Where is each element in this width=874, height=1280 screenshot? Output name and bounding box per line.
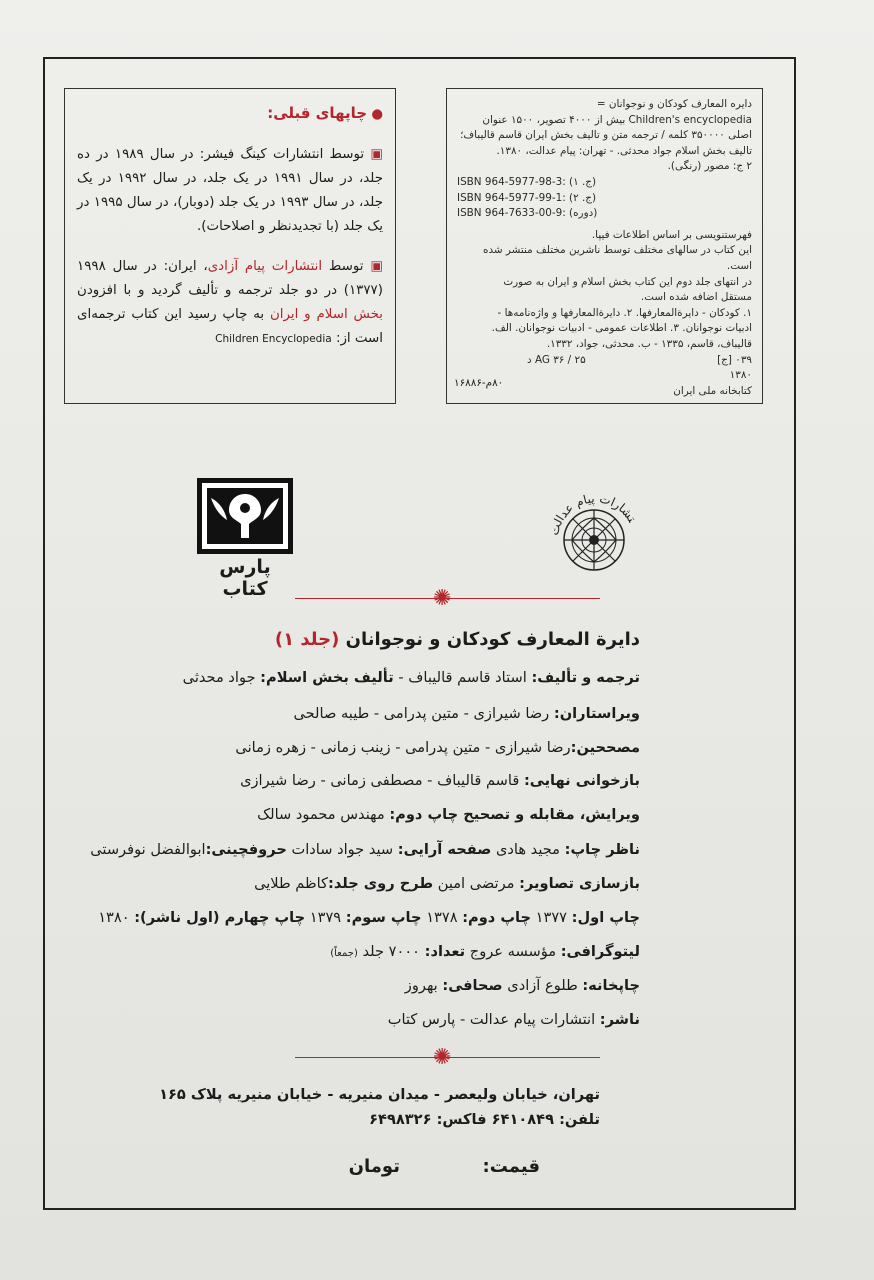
cip-line: دایره المعارف کودکان و نوجوانان = (596, 98, 752, 110)
price-unit: تومان (348, 1156, 400, 1177)
congress-number: AG ۳۶ / ۲۵ د (527, 353, 586, 366)
credit-line: لیتوگرافی: مؤسسه عروج تعداد: ۷۰۰۰ جلد (جمعاً) (330, 943, 640, 960)
credit-line: ناظر چاپ: مجید هادی صفحه آرایی: سید جواد سادات حروفچینی:ابوالفضل نوفرستی (90, 841, 640, 858)
isbn-volume: (ج. ۱) (569, 175, 597, 188)
credit-line: بازخوانی نهایی: قاسم قالیباف - مصطفی زمانی - رضا شیرازی (240, 772, 640, 789)
edition-kingfisher: ▣ توسط انتشارات کینگ فیشر: در سال ۱۹۸۹ در ده جلد، در سال ۱۹۹۱ در یک جلد، در سال ۱۹۹۲ در یک جلد، در سال ۱۹۹۳ در یک جلد (دوبار)، در سال ۱۹۹۵ در یک جلد (با تجدیدنظر و اصلاحات). (77, 147, 384, 234)
payam-edalat-name: تشارات پیام عدالت (546, 491, 640, 537)
payam-edalat-logo (544, 478, 644, 578)
cip-note: این کتاب در سالهای مختلف توسط ناشرین مختلف منتشر شده (483, 244, 752, 257)
cip-note: فهرستنویسی بر اساس اطلاعات فیپا. (591, 228, 752, 241)
ornament-divider (295, 586, 600, 611)
cip-note: ادبیات نوجوانان. ۳. اطلاعات عمومی - ادبیات نوجوانان. الف. (491, 322, 752, 335)
credit-line: چاپ اول: ۱۳۷۷ چاپ دوم: ۱۳۷۸ چاپ سوم: ۱۳۷۹ چاپ چهارم (اول ناشر): ۱۳۸۰ (98, 909, 640, 926)
cip-number: ۸۰م-۱۶۸۸۶ (454, 377, 504, 389)
cip-line: ۲ ج: مصور (رنگی). (667, 160, 752, 173)
star-ornament-icon: ✺ (433, 586, 452, 611)
cip-classification (457, 353, 752, 369)
dewey-number: ۰۳۹ [ج] (717, 353, 752, 366)
isbn-row (457, 175, 752, 191)
star-ornament-icon: ✺ (433, 1045, 452, 1070)
sections-highlight: بخش اسلام و ایران (269, 307, 384, 322)
cip-line: اصلی ۳۵۰۰۰۰ کلمه / ترجمه متن و تالیف بخش ایران قاسم قالیباف؛ (460, 129, 752, 142)
credit-line: ویرایش، مقابله و تصحیح چاپ دوم: مهندس محمود سالک (257, 806, 640, 823)
english-title: Children Encyclopedia (215, 333, 332, 345)
cip-line: Children's encyclopedia بیش از ۴۰۰۰ تصویر، ۱۵۰۰ عنوان (482, 113, 752, 126)
price-label: قیمت: (482, 1156, 540, 1177)
bird-emblem-icon (197, 478, 293, 554)
cip-note: در انتهای جلد دوم این کتاب بخش اسلام و ایران به صورت (503, 275, 752, 288)
cip-year: ۱۳۸۰ (729, 369, 752, 382)
isbn-volume: (ج. ۲) (569, 191, 597, 204)
edition-payam-azadi: ▣ توسط انتشارات پیام آزادی، ایران: در سال ۱۹۹۸ (۱۳۷۷) در دو جلد ترجمه و تألیف گردید و با افزودن بخش اسلام و ایران به چاپ رسید این کتاب ترجمه‌ای است از: Children Encyclopedia (77, 259, 384, 346)
isbn-code: ISBN 964-5977-98-3: (457, 175, 566, 188)
pars-ketab-logo (197, 478, 293, 600)
previous-editions-box (64, 88, 396, 404)
isbn-row (457, 191, 752, 207)
publisher-highlight: انتشارات پیام آزادی (207, 259, 323, 274)
cip-catalog-box (446, 88, 763, 404)
pars-ketab-name: پارس کتاب (219, 556, 271, 600)
publisher-phone: تلفن: ۶۴۱۰۸۴۹ فاکس: ۶۴۹۸۳۲۶ (369, 1111, 600, 1128)
ornament-divider (295, 1045, 600, 1070)
cip-note: مستقل اضافه شده است. (640, 291, 752, 304)
credit-line: بازسازی تصاویر: مرتضی امین طرح روی جلد:کاظم طلایی (254, 875, 640, 892)
bullet-icon: ● (371, 107, 383, 122)
volume-label: (جلد ۱) (274, 629, 340, 650)
book-title: دایرة المعارف کودکان و نوجوانان (جلد ۱) (274, 629, 640, 650)
isbn-code: ISBN 964-7633-00-9: (457, 207, 566, 220)
square-bullet-icon: ▣ (370, 147, 383, 162)
rosette-icon (564, 510, 624, 570)
cip-note: است. (726, 259, 752, 272)
isbn-code: ISBN 964-5977-99-1: (457, 191, 566, 204)
cip-line: تالیف بخش اسلام جواد محدثی. - تهران: پیام عدالت، ۱۳۸۰. (496, 144, 752, 157)
previous-editions-heading: ● چاپهای قبلی: (267, 104, 383, 122)
cip-note: ۱. کودکان - دایرةالمعارفها. ۲. دایرةالمعارفها و واژه‌نامه‌ها - (497, 306, 752, 319)
library-name: کتابخانه ملی ایران (673, 384, 752, 397)
credit-line: چاپخانه: طلوع آزادی صحافی: بهروز (404, 977, 640, 994)
cip-note: قالیباف، قاسم، ۱۳۳۵ - ب. محدثی، جواد، ۱۳۳۲. (546, 337, 752, 350)
square-bullet-icon: ▣ (370, 259, 383, 274)
credit-line: ویراستاران: رضا شیرازی - متین پدرامی - طیبه صالحی (293, 705, 640, 722)
credit-line: مصححین:رضا شیرازی - متین پدرامی - زینب زمانی - زهره زمانی (235, 739, 640, 756)
credit-line: ترجمه و تألیف: استاد قاسم قالیباف - تألیف بخش اسلام: جواد محدثی (182, 669, 640, 686)
publisher-address: تهران، خیابان ولیعصر - میدان منیریه - خیابان منیریه پلاک ۱۶۵ (159, 1086, 600, 1103)
credit-line: ناشر: انتشارات پیام عدالت - پارس کتاب (387, 1011, 640, 1028)
isbn-volume: (دوره) (569, 207, 598, 220)
price (280, 1156, 540, 1177)
isbn-row (457, 206, 752, 222)
